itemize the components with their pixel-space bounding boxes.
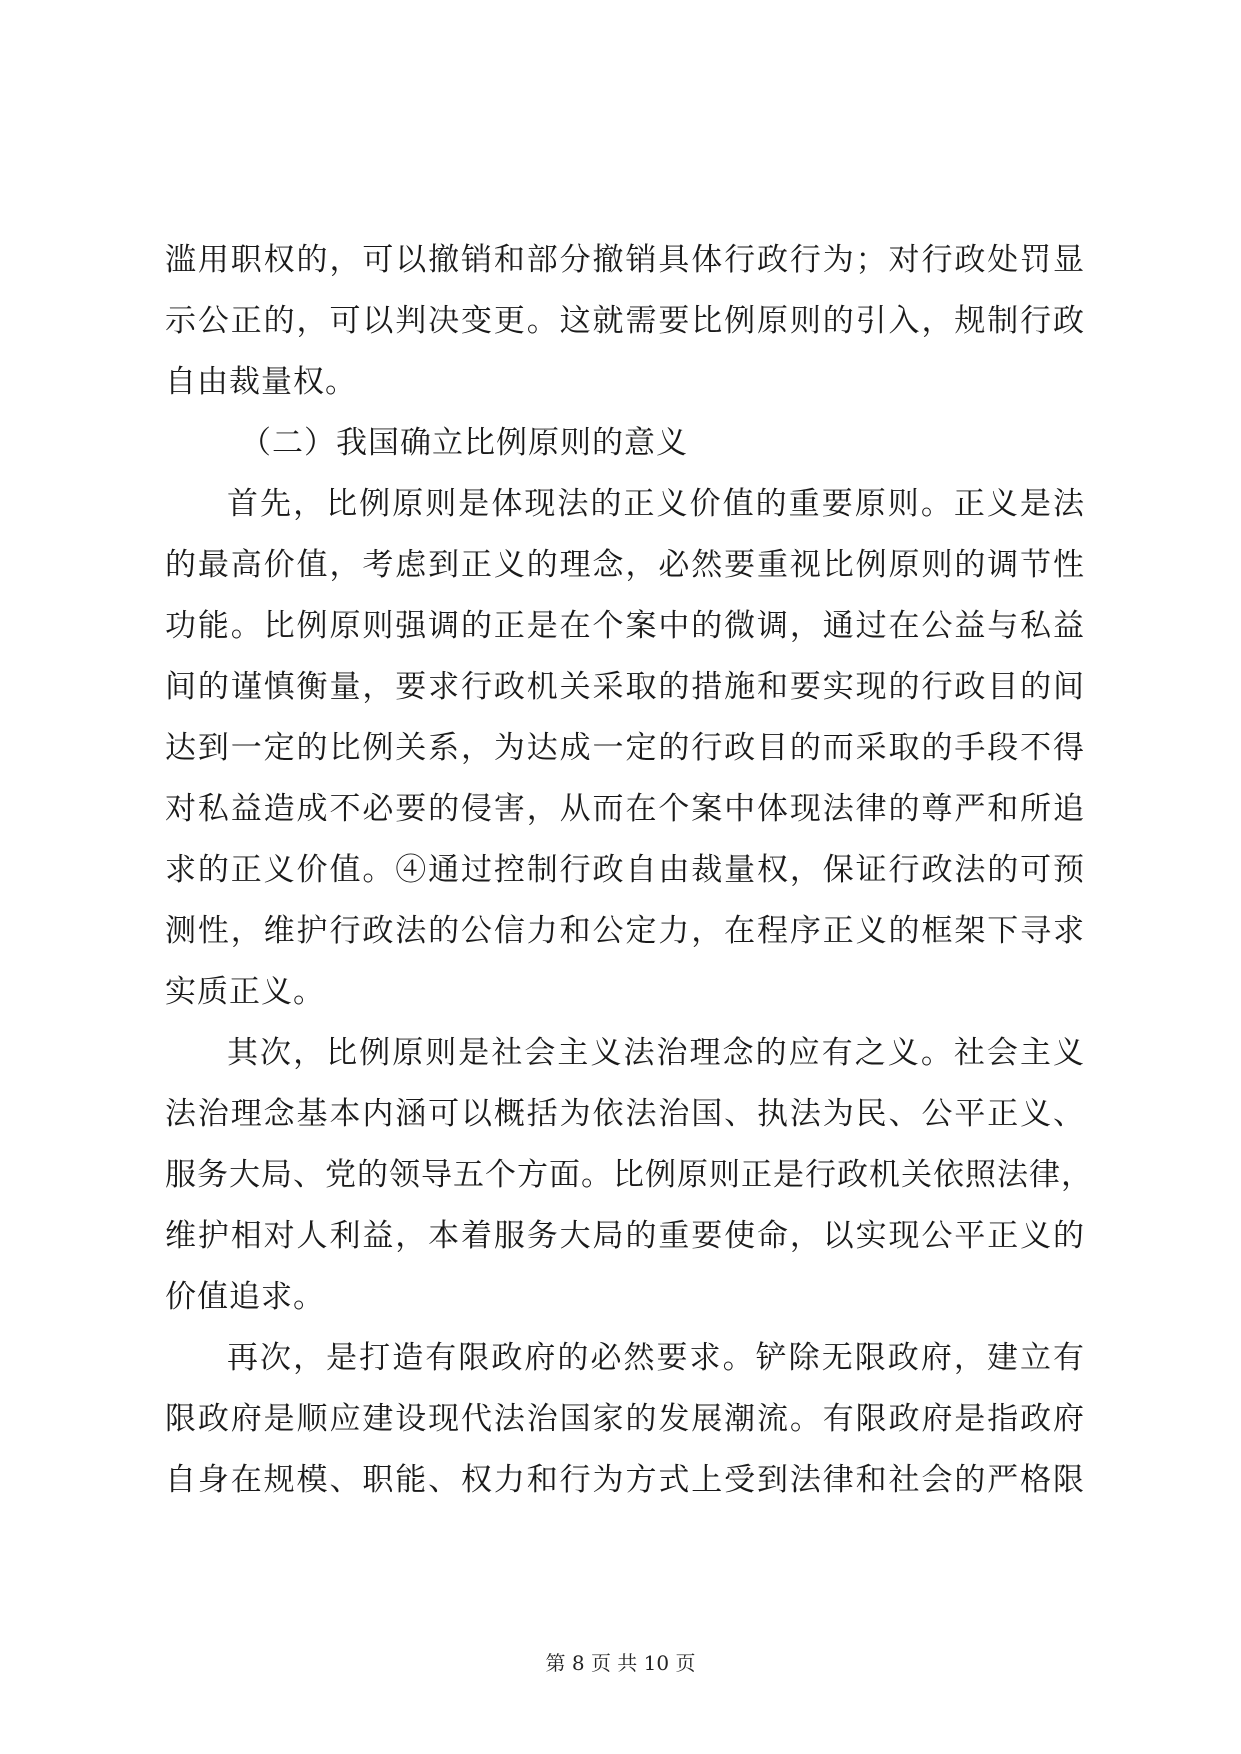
section-heading: （二）我国确立比例原则的意义 (240, 425, 688, 461)
text-line: 达到一定的比例关系，为达成一定的行政目的而采取的手段不得 (165, 730, 1085, 766)
text-line: 服务大局、党的领导五个方面。比例原则正是行政机关依照法律， (165, 1157, 1093, 1193)
paragraph-first-line: 再次，是打造有限政府的必然要求。铲除无限政府，建立有 (227, 1340, 1085, 1376)
text-line: 的最高价值，考虑到正义的理念，必然要重视比例原则的调节性 (165, 547, 1085, 583)
body-text (165, 230, 1093, 1511)
text-line: 自身在规模、职能、权力和行为方式上受到法律和社会的严格限 (165, 1462, 1085, 1498)
text-line: 实质正义。 (165, 974, 325, 1010)
text-line: 测性，维护行政法的公信力和公定力，在程序正义的框架下寻求 (165, 913, 1085, 949)
text-line: 自由裁量权。 (165, 364, 357, 400)
page-footer (0, 1648, 1241, 1678)
text-line: 功能。比例原则强调的正是在个案中的微调，通过在公益与私益 (165, 608, 1085, 644)
text-line: 法治理念基本内涵可以概括为依法治国、执法为民、公平正义、 (165, 1096, 1085, 1132)
text-line: 维护相对人利益，本着服务大局的重要使命，以实现公平正义的 (165, 1218, 1085, 1254)
text-line: 滥用职权的，可以撤销和部分撤销具体行政行为；对行政处罚显 (165, 242, 1085, 278)
paragraph-first-line: 其次，比例原则是社会主义法治理念的应有之义。社会主义 (227, 1035, 1085, 1071)
text-line: 求的正义价值。④通过控制行政自由裁量权，保证行政法的可预 (165, 852, 1085, 888)
text-line: 间的谨慎衡量，要求行政机关采取的措施和要实现的行政目的间 (165, 669, 1085, 705)
paragraph-first-line: 首先，比例原则是体现法的正义价值的重要原则。正义是法 (227, 486, 1085, 522)
page-number: 第 8 页 共 10 页 (545, 1651, 696, 1675)
text-line: 对私益造成不必要的侵害，从而在个案中体现法律的尊严和所追 (165, 791, 1085, 827)
text-line: 限政府是顺应建设现代法治国家的发展潮流。有限政府是指政府 (165, 1401, 1085, 1437)
text-line: 价值追求。 (165, 1279, 325, 1315)
text-line: 示公正的，可以判决变更。这就需要比例原则的引入，规制行政 (165, 303, 1085, 339)
